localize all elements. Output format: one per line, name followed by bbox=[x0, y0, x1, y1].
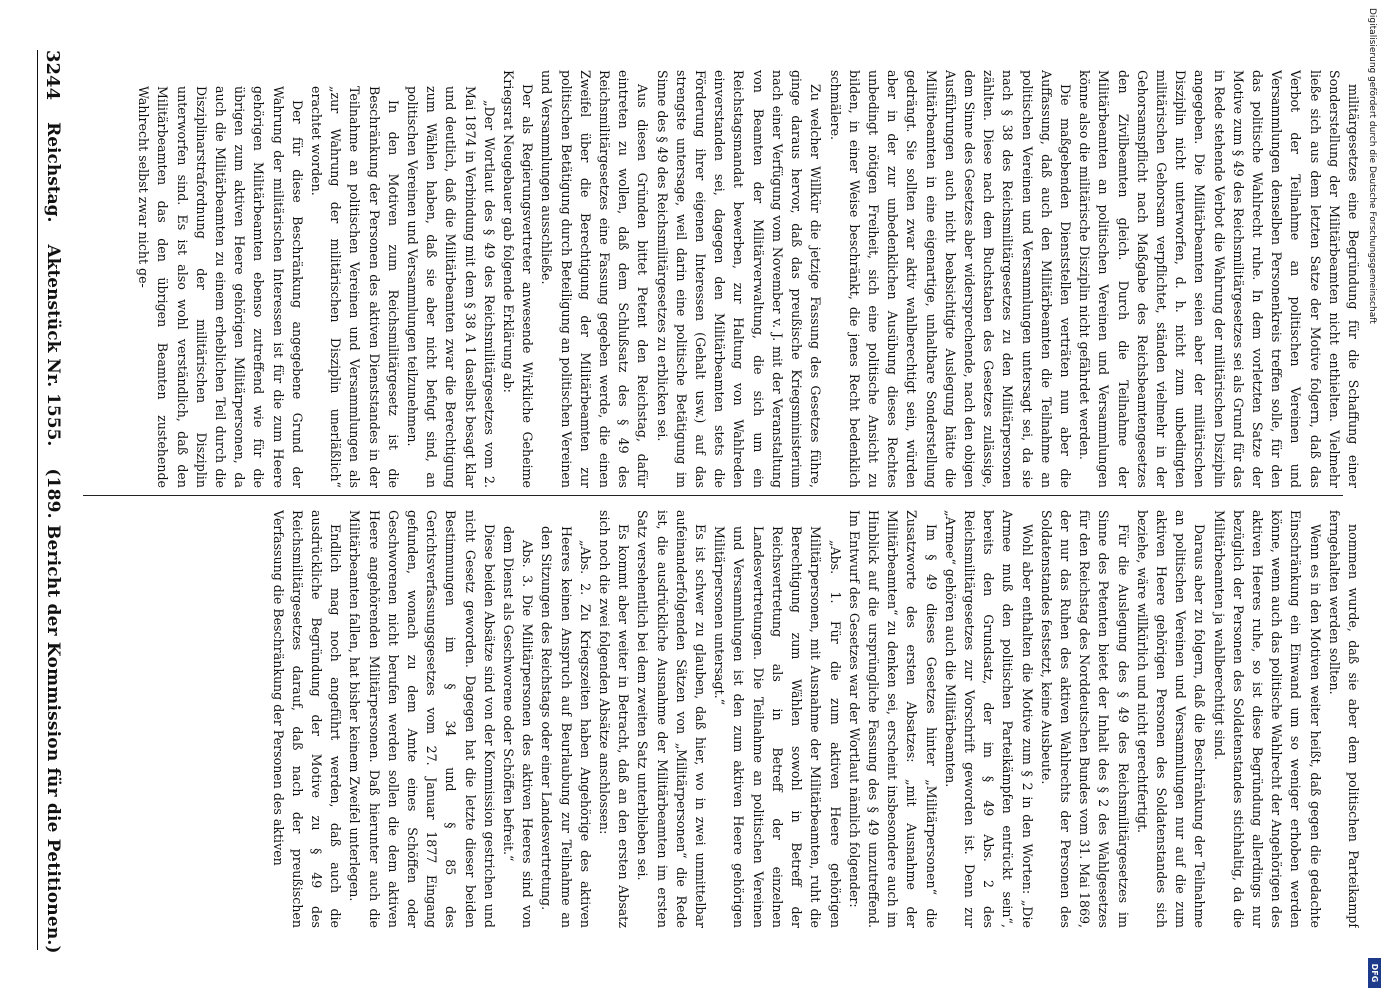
left-column bbox=[78, 70, 1363, 488]
section-title: Reichstag. bbox=[43, 122, 63, 223]
document-title: Aktenstück Nr. 1555. bbox=[43, 244, 63, 447]
quote-paragraph: „Abs. 2. Zu Kriegszeiten haben Angehörige des aktiven Heeres keinen Anspruch auf Beurlaubung zur Teilnahme an den Sitzungen des Reichstags oder einer Landesvertretung. bbox=[539, 526, 593, 928]
quote-paragraph: In den Motiven zum Reichsmilitärgesetz ist die Beschränkung der Personen des aktiven Dienststandes in der Teilnahme an politischen Vereinen und Versammlungen als „zur Wahrung der militärischen Disziplin unerläßlich“ erachtet worden. bbox=[309, 86, 401, 488]
paragraph: Aus diesen Gründen bittet Petent den Reichstag, dafür eintreten zu wollen, daß dem Schlußsatz des § 49 des Reichsmilitärgesetzes eine Fassung gegeben werde, die einen Zweifel über die Berechtigung der Militärbeamten zur politischen Betätigung durch Beteiligung an politischen Vereinen und Versammlungen ausschließe. bbox=[539, 70, 651, 488]
quote-paragraph: Der für diese Beschränkung angegebene Grund der Wahrung der militärischen Interessen ist für die zum Heere gehörigen Militärbeamten ebenso zutreffend wie für die übrigen zum aktiven Heere gehörigen Militärpersonen, da auch die Militärbeamten zu einem erheblichen Teil durch die Disziplinarstrafordnung der militärischen Disziplin unterworfen sind. Es ist also wohl verständlich, daß den Militärbeamten das den übrigen Beamten zustehende Wahlrecht selbst zwar nicht ge- bbox=[136, 86, 305, 488]
paragraph: Daraus aber zu folgern, daß die Beschränkung der Teilnahme an politischen Vereinen und Versammlungen nur auf die zum aktiven Heere gehörigen Personen des Soldatenstandes sich beziehe, wäre willkürlich und nicht gerechtfertigt. bbox=[1134, 510, 1208, 928]
dfg-logo: DFG bbox=[1368, 958, 1381, 988]
paragraph: Es ist schwer zu glauben, daß hier, wo in zwei unmittelbar aufeinanderfolgenden Sätzen von „Militärpersonen“ die Rede ist, die ausdrückliche Ausnahme der Militärbeamten im ersten Satz versehentlich bei dem zweiten Satz unterblieben sei. bbox=[635, 510, 709, 928]
paragraph: Endlich mag noch angeführt werden, daß auch die ausdrückliche Begründung der Motive zu § 49 des Reichsmilitärgesetzes darauf, daß nach der preußischen Verfassung die Beschränkung der Personen des aktiven bbox=[270, 510, 344, 928]
paragraph: militärgesetzes eine Begründung für die Schaffung einer Sonderstellung der Militärbeamten nicht enthielten. Vielmehr ließe sich aus dem letzten Satze der Motive folgern, daß das Verbot der Teilnahme an politischen Vereinen und Versammlungen denselben Personenkreis treffen solle, für den das politische Wahlrecht ruhe. In dem vorletzten Satze der Motive zum § 49 des Reichsmilitärgesetzes sei als Grund für das in Rede stehende Verbot die Wahrung der militärischen Disziplin angegeben. Die Militärbeamten seien aber der militärischen Disziplin nicht unterworfen, d. h. nicht zum unbedingten militärischen Gehorsam verpflichtet, ständen vielmehr in der Gehorsamspflicht nach Maßgabe des Reichsbeamtengesetzes den Zivilbeamten gleich. Durch die Teilnahme der Militärbeamten an politischen Vereinen und Versammlungen könne also die militärische Disziplin nicht gefährdet werden. bbox=[1077, 70, 1361, 488]
quote-paragraph: „Der Wortlaut des § 49 des Reichsmilitärgesetzes vom 2. Mai 1874 in Verbindung mit dem § 38 A 1 daselbst besagt klar und deutlich, daß die Militärbeamten zwar die Berechtigung zum Wählen haben, daß sie aber nicht befugt sind, an politischen Vereinen und Versammlungen teilzunehmen. bbox=[405, 86, 497, 488]
page-number: 3244 bbox=[42, 50, 64, 101]
footer bbox=[1365, 0, 1383, 1000]
paragraph: Wenn es in den Motiven weiter heißt, daß gegen die gedachte Einschränkung ein Einwand um so weniger erhoben werden könne, wenn auch das politische Wahlrecht der Angehörigen des aktiven Heeres ruhe, so ist diese Begründung allerdings nur bezüglich der Personen des Soldatenstandes stichhaltig, da die Militärbeamten ja wahlberechtigt sind. bbox=[1211, 510, 1323, 928]
quote-paragraph: Abs. 3. Die Militärpersonen des aktiven Heeres sind von dem Dienst als Geschworene oder Schöffen befreit.“ bbox=[501, 526, 536, 928]
right-column bbox=[78, 510, 1363, 928]
paragraph: Im § 49 dieses Gesetzes hinter „Militärpersonen“ die Zusatzworte des ersten Absatzes: „mit Ausnahme der Militärbeamten“ zu denken sei, erscheint insbesondere auch im Hinblick auf die ursprüngliche Fassung des § 49 unzutreffend. Im Entwurf des Gesetzes war der Wortlaut nämlich folgender: bbox=[846, 510, 939, 928]
digitization-credit: Digitalisierung gefördert durch die Deutsche Forschungsgemeinschaft bbox=[1367, 8, 1377, 324]
column-divider bbox=[83, 495, 1343, 496]
paragraph: Der als Regierungsvertreter anwesende Wirkliche Geheime Kriegsrat Neugebauer gab folgende Erklärung ab: bbox=[501, 70, 536, 488]
page-header bbox=[37, 50, 68, 954]
paragraph: Die maßgebenden Dienststellen verträten nun aber die Auffassung, daß auch den Militärbeamten die Teilnahme an politischen Vereinen und Versammlungen untersagt sei, da sie nach § 38 des Reichsmilitärgesetzes zu den Militärpersonen zählten. Diese nach dem Buchstaben des Gesetzes zulässige, dem Sinne des Gesetzes aber widersprechende, nach den obigen Ausführungen auch nicht beabsichtigte Auslegung hätte die Militärbeamten in eine eigenartige, unhaltbare Sonderstellung gedrängt. Sie sollten zwar aktiv wahlberechtigt sein, würden aber in der zur unbedenklichen Ausübung dieses Rechtes unbedingt nötigen Freiheit, sich eine politische Ansicht zu bilden, in einer Weise beschränkt, die jenes Recht bedenklich schmälere. bbox=[827, 70, 1073, 488]
paragraph: Für die Auslegung des § 49 des Reichsmilitärgesetzes im Sinne des Petenten bietet der Inhalt des § 2 des Wahlgesetzes für den Reichstag des Norddeutschen Bundes vom 31. Mai 1869, der nur das Ruhen des aktiven Wahlrechts der Personen des Soldatenstandes festsetzt, keine Ausbeute. bbox=[1038, 510, 1131, 928]
report-subtitle: (189. Bericht der Kommission für die Petitionen.) bbox=[43, 468, 63, 954]
paragraph: Es kommt aber weiter in Betracht, daß an den ersten Absatz sich noch die zwei folgenden Absätze anschlossen: bbox=[597, 510, 632, 928]
paragraph: Zu welcher Willkür die jetzige Fassung des Gesetzes führe, ginge daraus hervor, daß das preußische Kriegsministerium nach einer Verfügung vom November v. J. mit der Veranstaltung von Beamten der Militärverwaltung, die sich um ein Reichstagsmandat bewerben, zur Haltung von Wahlreden einverstanden sei, dagegen den Militärbeamten stets die Förderung ihrer eigenen Interessen (Gehalt usw.) auf das strengste untersage, weil darin eine politische Betätigung im Sinne des § 49 des Reichsmilitärgesetzes zu erblicken sei. bbox=[654, 70, 824, 488]
paragraph: nommen wurde, daß sie aber dem politischen Parteikampf ferngehalten werden sollten. bbox=[1326, 510, 1361, 928]
paragraph: Wohl aber enthalten die Motive zum § 2 in den Worten: „Die Armee muß den politischen Parteikämpfen entrückt sein“, bereits den Grundsatz, der im § 49 Abs. 2 des Reichsmilitärgesetzes zur Vorschrift geworden ist. Denn zur „Armee“ gehören auch die Militärbeamten. bbox=[942, 510, 1035, 928]
paragraph: Diese beiden Absätze sind von der Kommission gestrichen und nicht Gesetz geworden. Dagegen hat die letzte dieser beiden Bestimmungen im § 34 und § 85 des Gerichtsverfassungsgesetzes vom 27. Januar 1877 Eingang gefunden, wonach zu dem Amte eines Schöffen oder Geschworenen nicht berufen werden sollen die dem aktiven Heere angehörenden Militärpersonen. Daß hierunter auch die Militärbeamten fallen, hat bisher keinem Zweifel unterlegen. bbox=[347, 510, 497, 928]
quote-paragraph: „Abs. 1. Für die zum aktiven Heere gehörigen Militärpersonen, mit Ausnahme der Militärbeamten, ruht die Berechtigung zum Wählen sowohl in Betreff der Reichsvertretung als in Betreff der einzelnen Landesvertretungen. Die Teilnahme an politischen Vereinen und Versammlungen ist den zum aktiven Heere gehörigen Militärpersonen untersagt.“ bbox=[712, 526, 843, 928]
